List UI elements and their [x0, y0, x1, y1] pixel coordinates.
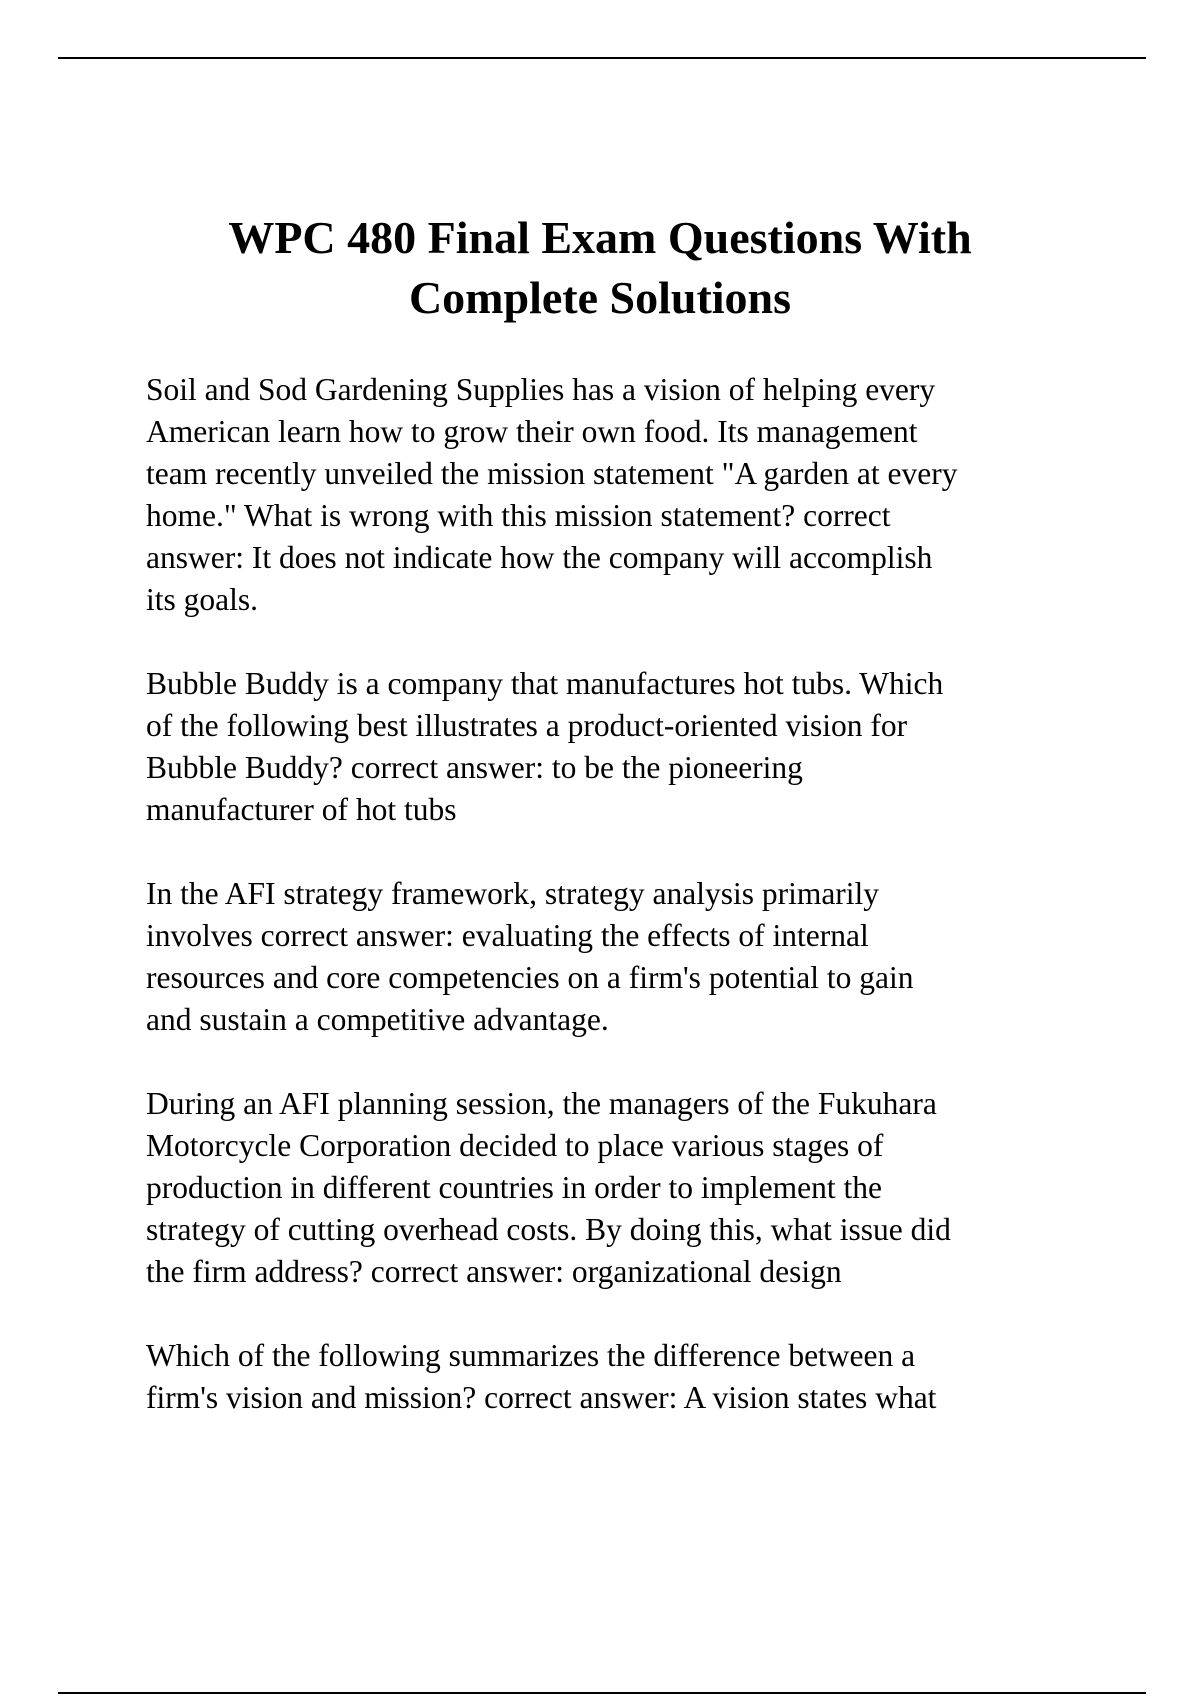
question-block-2 — [146, 663, 1106, 831]
text-line: of the following best illustrates a product-oriented vision for — [146, 708, 908, 743]
bottom-rule — [58, 1692, 1146, 1694]
text-line: and sustain a competitive advantage. — [146, 1002, 609, 1037]
text-line: manufacturer of hot tubs — [146, 792, 457, 827]
text-line: strategy of cutting overhead costs. By doing this, what issue did — [146, 1212, 951, 1247]
text-line: production in different countries in order to implement the — [146, 1170, 882, 1205]
title-line: Complete Solutions — [408, 272, 792, 323]
text-line: the firm address? correct answer: organizational design — [146, 1254, 842, 1289]
title-line: WPC 480 Final Exam Questions With — [228, 212, 972, 263]
question-block-1 — [146, 369, 1106, 621]
text-line: Motorcycle Corporation decided to place various stages of — [146, 1128, 884, 1163]
question-block-3 — [146, 873, 1106, 1041]
question-block-4 — [146, 1083, 1106, 1293]
text-line: Which of the following summarizes the difference between a — [146, 1338, 916, 1373]
top-rule — [58, 57, 1146, 59]
text-line: its goals. — [146, 582, 259, 617]
text-line: firm's vision and mission? correct answer: A vision states what — [146, 1380, 937, 1415]
document-body — [146, 369, 1106, 1461]
text-line: Bubble Buddy is a company that manufactures hot tubs. Which — [146, 666, 944, 701]
text-line: home." What is wrong with this mission statement? correct — [146, 498, 891, 533]
text-line: Bubble Buddy? correct answer: to be the pioneering — [146, 750, 803, 785]
text-line: During an AFI planning session, the managers of the Fukuhara — [146, 1086, 937, 1121]
text-line: team recently unveiled the mission statement "A garden at every — [146, 456, 958, 491]
text-line: American learn how to grow their own food. Its management — [146, 414, 918, 449]
text-line: resources and core competencies on a firm's potential to gain — [146, 960, 914, 995]
text-line: answer: It does not indicate how the company will accomplish — [146, 540, 933, 575]
text-line: Soil and Sod Gardening Supplies has a vision of helping every — [146, 372, 936, 407]
document-title — [120, 208, 1080, 328]
text-line: involves correct answer: evaluating the effects of internal — [146, 918, 869, 953]
text-line: In the AFI strategy framework, strategy analysis primarily — [146, 876, 880, 911]
question-block-5 — [146, 1335, 1106, 1419]
